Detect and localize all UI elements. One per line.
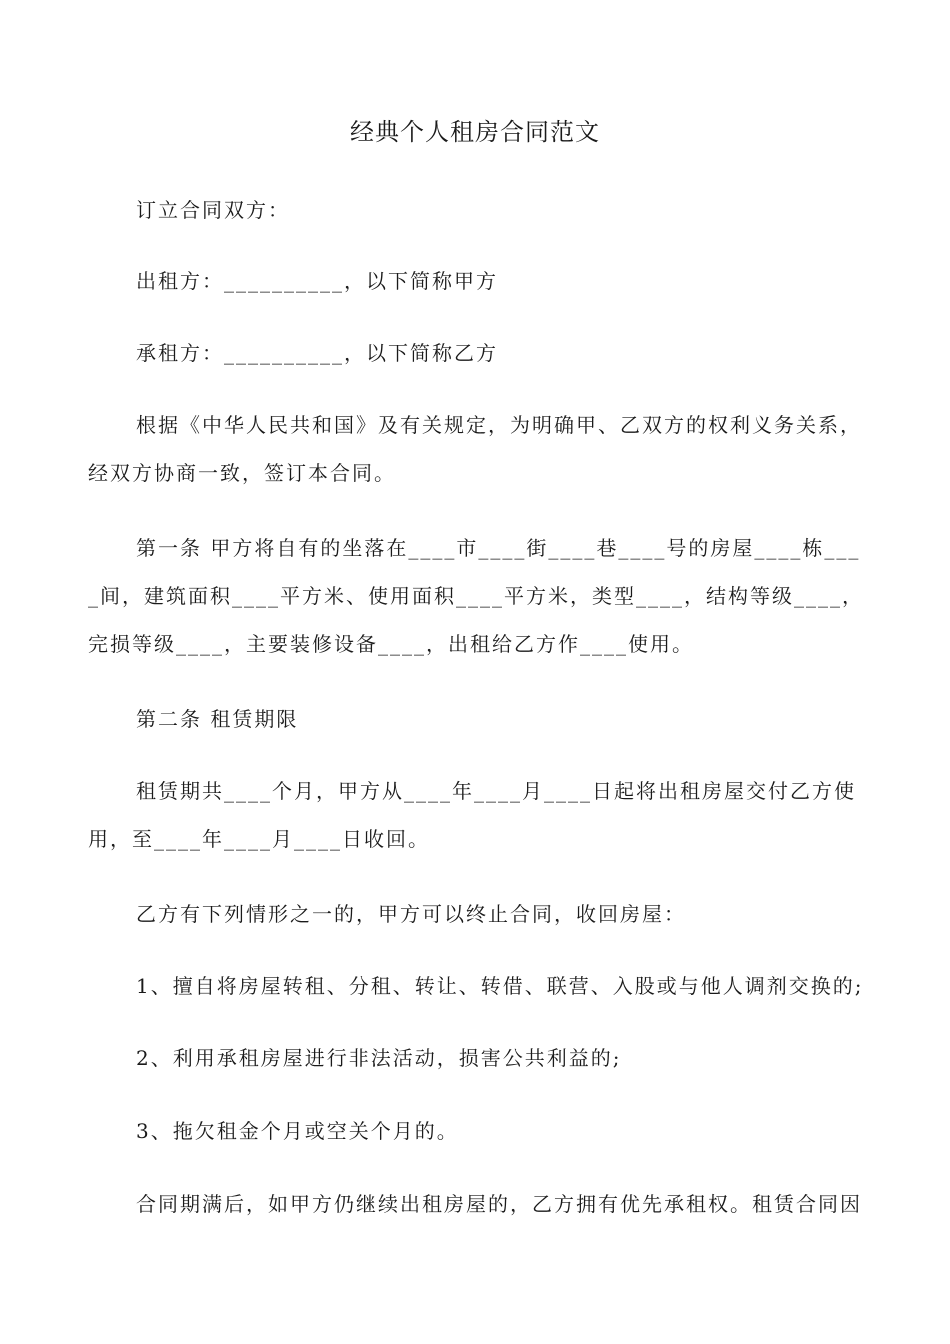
paragraph-renewal-priority: 合同期满后，如甲方仍继续出租房屋的，乙方拥有优先承租权。租赁合同因 — [136, 1192, 862, 1216]
document-title: 经典个人租房合同范文 — [350, 118, 600, 146]
list-item-condition-1: 1、擅自将房屋转租、分租、转让、转借、联营、入股或与他人调剂交换的; — [136, 974, 864, 998]
paragraph-article-two-heading: 第二条 租赁期限 — [136, 707, 299, 731]
paragraph-basis: 根据《中华人民共和国》及有关规定，为明确甲、乙双方的权利义务关系，经双方协商一致，签订本合同。 — [88, 413, 862, 485]
list-item-condition-2: 2、利用承租房屋进行非法活动，损害公共利益的; — [136, 1046, 622, 1070]
paragraph-article-one: 第一条 甲方将自有的坐落在____市____街____巷____号的房屋____栋____间，建筑面积____平方米、使用面积____平方米，类型____，结构等级____，完损等级____，主要装修设备____，出租给乙方作____使用。 — [88, 536, 864, 656]
paragraph-lessor: 出租方：__________，以下简称甲方 — [136, 269, 498, 293]
paragraph-parties-heading: 订立合同双方： — [136, 198, 290, 222]
list-item-condition-3: 3、拖欠租金个月或空关个月的。 — [136, 1119, 459, 1143]
paragraph-lessee: 承租方：__________，以下简称乙方 — [136, 341, 498, 365]
paragraph-lease-term: 租赁期共____个月，甲方从____年____月____日起将出租房屋交付乙方使用，至____年____月____日收回。 — [88, 779, 856, 851]
paragraph-termination-conditions: 乙方有下列情形之一的，甲方可以终止合同，收回房屋： — [136, 902, 686, 926]
